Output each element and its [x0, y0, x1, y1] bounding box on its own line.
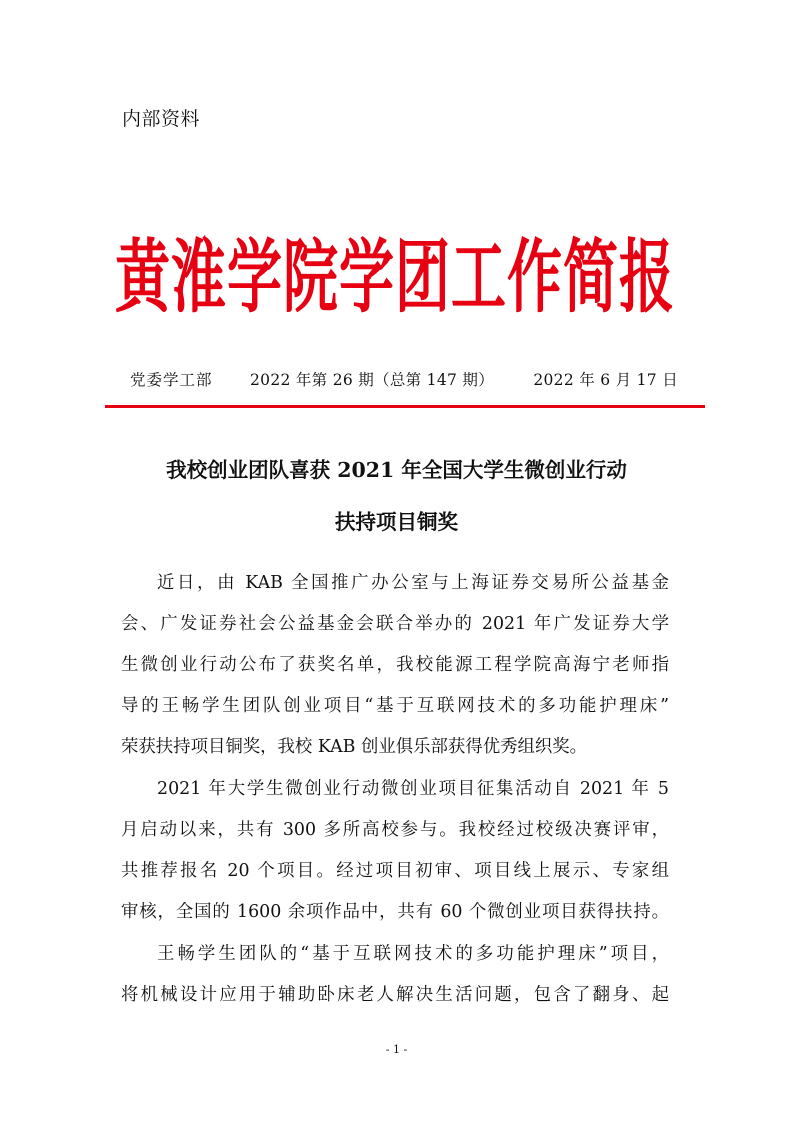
- paragraph-2-line-1: 2021 年大学生微创业行动微创业项目征集活动自 2021 年 5: [157, 779, 669, 799]
- paragraph-1-line-5: 荣获扶持项目铜奖，我校 KAB 创业俱乐部获得优秀组织奖。: [121, 737, 588, 757]
- page-number: - 1 -: [385, 1043, 408, 1056]
- paragraph-2-line-2: 月启动以来，共有 300 多所高校参与。我校经过校级决赛评审，: [121, 820, 669, 840]
- masthead-divider: [105, 405, 705, 408]
- paragraph-3-line-1: 王畅学生团队的“基于互联网技术的多功能护理床”项目，: [157, 944, 669, 964]
- paragraph-1-line-3: 生微创业行动公布了获奖名单，我校能源工程学院高海宁老师指: [121, 655, 669, 675]
- masthead-title: 黄淮学院学团工作简报: [114, 229, 675, 324]
- paragraph-3-line-2: 将机械设计应用于辅助卧床老人解决生活问题，包含了翻身、起: [121, 985, 669, 1005]
- issue-info-line: [130, 368, 678, 390]
- issue-number: 2022 年第 26 期（总第 147 期）: [250, 371, 494, 389]
- article-headline-line-2: 扶持项目铜奖: [335, 510, 458, 534]
- paragraph-1-line-2: 会、广发证券社会公益基金会联合举办的 2021 年广发证券大学: [121, 614, 669, 634]
- paragraph-1-line-1: 近日，由 KAB 全国推广办公室与上海证券交易所公益基金: [157, 573, 669, 593]
- paragraph-1-line-4: 导的王畅学生团队创业项目“基于互联网技术的多功能护理床”: [121, 696, 669, 716]
- issue-date: 2022 年 6 月 17 日: [533, 371, 678, 389]
- internal-material-label: 内部资料: [122, 108, 201, 130]
- article-headline-line-1: 我校创业团队喜获 2021 年全国大学生微创业行动: [166, 458, 627, 482]
- paragraph-2-line-4: 审核，全国的 1600 余项作品中，共有 60 个微创业项目获得扶持。: [121, 902, 669, 922]
- paragraph-2-line-3: 共推荐报名 20 个项目。经过项目初审、项目线上展示、专家组: [121, 861, 669, 881]
- department-name: 党委学工部: [130, 371, 213, 389]
